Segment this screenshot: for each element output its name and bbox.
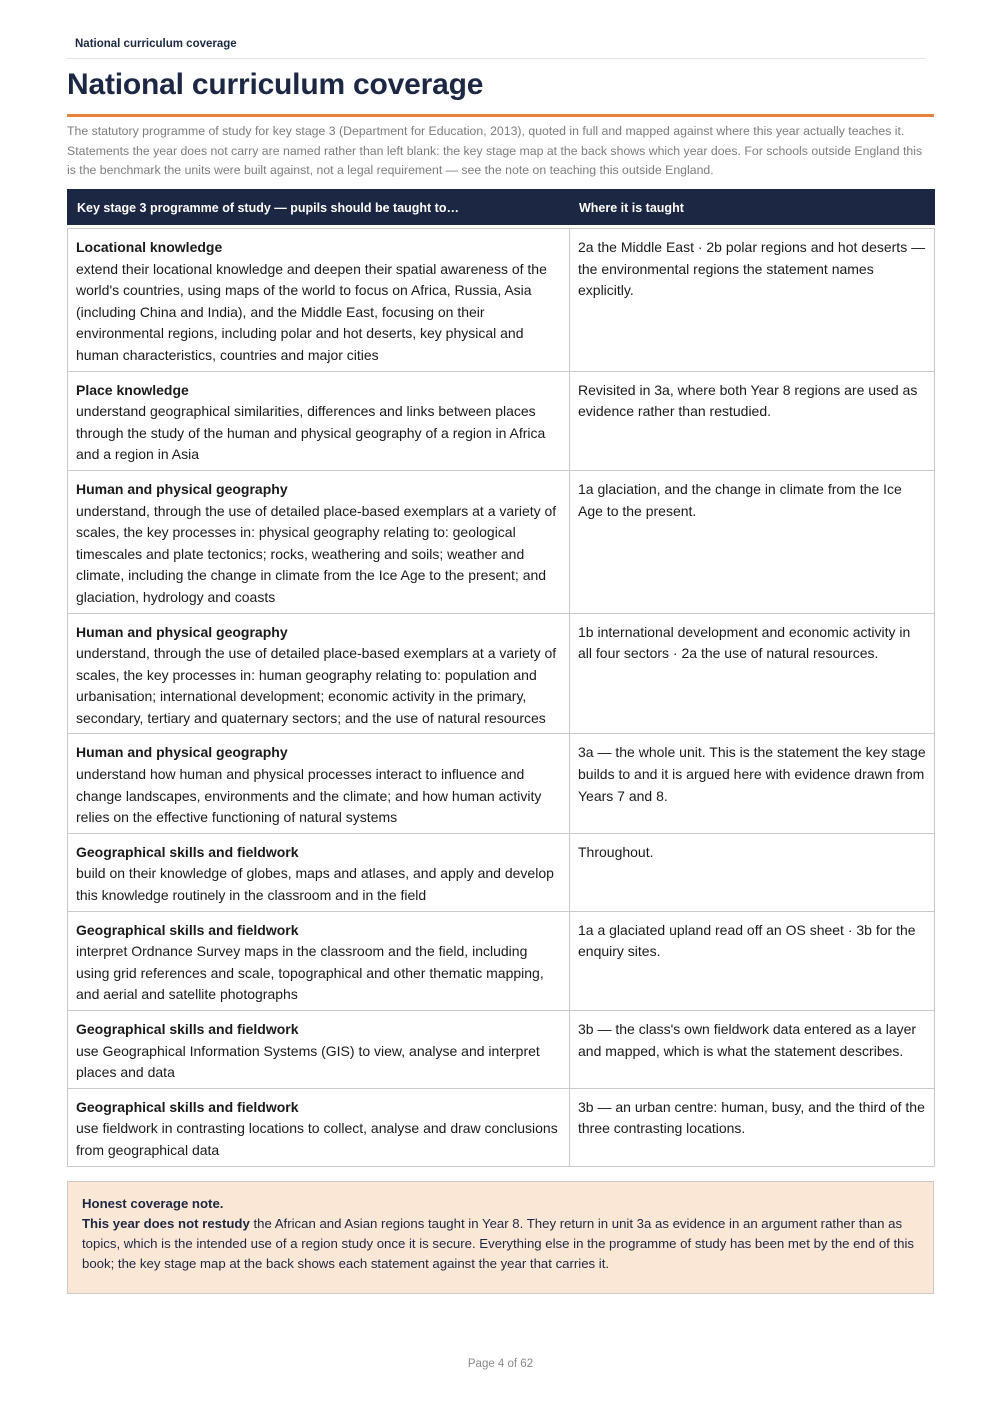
table-row — [68, 371, 935, 470]
where-taught-cell: Revisited in 3a, where both Year 8 regions are used as evidence rather than restudied. — [570, 371, 935, 470]
statement-text: extend their locational knowledge and deepen their spatial awareness of the world's countries, using maps of the world to focus on Africa, Russia, Asia (including China and India), and the Middle East, focusing on their environmental regions, including polar and hot deserts, key physical and human characteristics, countries and major cities — [76, 260, 547, 363]
where-taught-cell: 2a the Middle East · 2b polar regions and hot deserts — the environmental regions the statement names explicitly. — [570, 229, 935, 372]
where-taught-cell: 3a — the whole unit. This is the statement the key stage builds to and it is argued here with evidence drawn from Years 7 and 8. — [570, 734, 935, 833]
column-header-programme: Key stage 3 programme of study — pupils should be taught to… — [68, 190, 570, 225]
statement-heading: Geographical skills and fieldwork — [76, 843, 299, 860]
statement-heading: Place knowledge — [76, 381, 189, 398]
table-row — [68, 1088, 935, 1166]
statement-text: understand, through the use of detailed place-based exemplars at a variety of scales, the key processes in: human geography relating to: population and urbanisation; international development; economic activity in the primary, secondary, tertiary and quaternary sectors; and the use of natural resources — [76, 645, 557, 726]
where-taught-cell: 1a a glaciated upland read off an OS sheet · 3b for the enquiry sites. — [570, 911, 935, 1010]
programme-statement-cell — [68, 229, 570, 372]
programme-statement-cell — [68, 1088, 570, 1166]
intro-paragraph: The statutory programme of study for key stage 3 (Department for Education, 2013), quoted in full and mapped against where this year actually teaches it. Statements the year does not carry are named rather than left blank: the key stage map at the back shows which year does. For schools outside England this is the benchmark the units were built against, not a legal requirement — see the note on teaching this outside England. — [67, 124, 923, 177]
table-body — [68, 225, 935, 1167]
programme-statement-cell — [68, 371, 570, 470]
running-head: National curriculum coverage — [75, 38, 237, 50]
running-head-divider — [67, 58, 925, 59]
note-title: Honest coverage note. — [82, 1196, 224, 1211]
programme-statement-cell — [68, 911, 570, 1010]
statement-heading: Geographical skills and fieldwork — [76, 1021, 299, 1037]
where-taught-cell: 3b — an urban centre: human, busy, and the third of the three contrasting locations. — [570, 1088, 935, 1166]
statement-heading: Human and physical geography — [76, 623, 288, 640]
table-row — [68, 470, 935, 613]
statement-text: understand how human and physical processes interact to influence and change landscapes, environments and the climate; and how human activity relies on the effective functioning of natural systems — [76, 766, 542, 826]
statement-heading: Geographical skills and fieldwork — [76, 921, 299, 938]
statement-text: understand, through the use of detailed place-based exemplars at a variety of scales, the key processes in: physical geography relating to: geological timescales and plate tectonics; rocks, weathering and soils; weather and climate, including the change in climate from the Ice Age to the present; and glaciation, hydrology and coasts — [76, 502, 557, 605]
page-number: Page 4 of 62 — [467, 1358, 534, 1370]
programme-statement-cell — [68, 833, 570, 911]
table-row — [68, 911, 935, 1010]
programme-statement-cell — [68, 470, 570, 613]
statement-text: understand geographical similarities, differences and links between places through the study of the human and physical geography of a region in Africa and a region in Asia — [76, 403, 546, 463]
programme-statement-cell — [68, 734, 570, 833]
note-body: the African and Asian regions taught in Year 8. They return in unit 3a as evidence in an argument rather than as topics, which is the intended use of a region study once it is secure. Everything else in the programme of study has been met by the end of this book; the key stage map at the back shows each statement against the year that carries it. — [82, 1216, 915, 1271]
statement-text: use Geographical Information Systems (GIS) to view, analyse and interpret places and data — [76, 1042, 540, 1081]
statement-text: build on their knowledge of globes, maps and atlases, and apply and develop this knowledge routinely in the classroom and in the field — [76, 865, 554, 904]
table-row — [68, 229, 935, 372]
table-row — [68, 734, 935, 833]
programme-statement-cell — [68, 613, 570, 734]
statement-heading: Human and physical geography — [76, 480, 288, 497]
statement-heading: Locational knowledge — [76, 239, 223, 255]
statement-heading: Geographical skills and fieldwork — [76, 1098, 299, 1115]
page-title: National curriculum coverage — [67, 68, 484, 101]
note-lead: This year does not restudy — [82, 1216, 250, 1231]
table-header-row — [68, 190, 935, 225]
table-row — [68, 613, 935, 734]
where-taught-cell: 1b international development and economic activity in all four sectors · 2a the use of natural resources. — [570, 613, 935, 734]
programme-statement-cell — [68, 1011, 570, 1089]
where-taught-cell: 3b — the class's own fieldwork data entered as a layer and mapped, which is what the statement describes. — [570, 1011, 935, 1089]
coverage-table — [67, 189, 935, 1167]
coverage-note — [67, 1181, 934, 1294]
statement-text: use fieldwork in contrasting locations to collect, analyse and draw conclusions from geographical data — [76, 1120, 558, 1158]
statement-text: interpret Ordnance Survey maps in the classroom and the field, including using grid references and scale, topographical and other thematic mapping, and aerial and satellite photographs — [76, 943, 544, 1003]
column-header-where: Where it is taught — [570, 190, 935, 225]
title-underline — [67, 114, 934, 117]
where-taught-cell: 1a glaciation, and the change in climate from the Ice Age to the present. — [570, 470, 935, 613]
table-row — [68, 1011, 935, 1089]
where-taught-cell: Throughout. — [570, 833, 935, 911]
statement-heading: Human and physical geography — [76, 744, 288, 761]
table-row — [68, 833, 935, 911]
